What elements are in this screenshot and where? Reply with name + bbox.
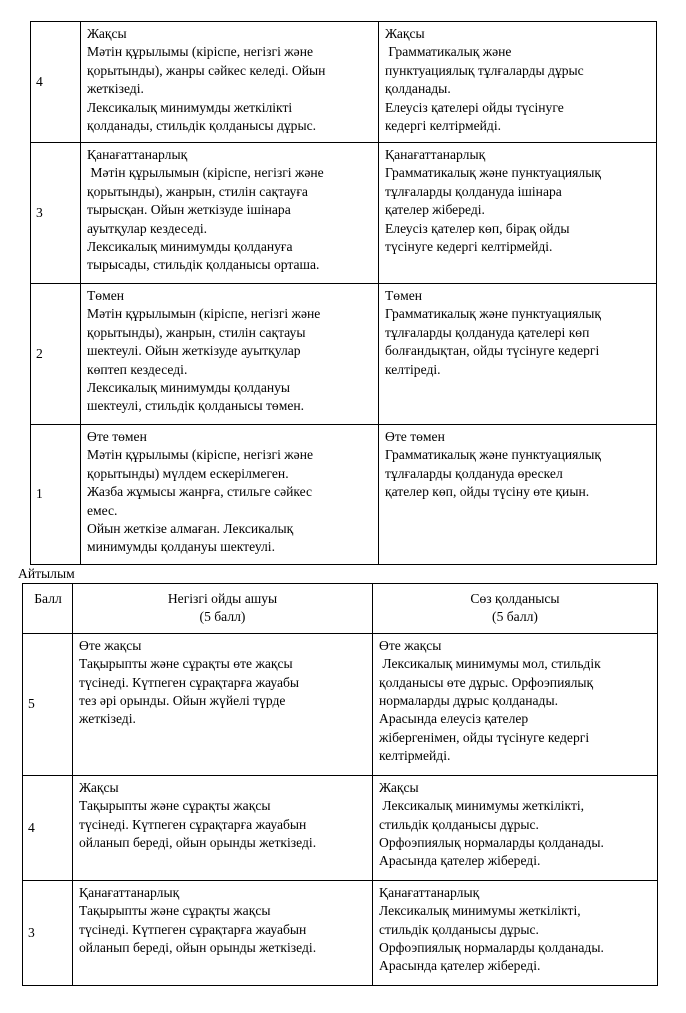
criterion-line: пунктуациялық тұлғаларды дұрыс (385, 62, 584, 78)
criterion-cell (81, 143, 379, 284)
criterion-line: нормаларды дұрыс қолданады. (379, 693, 558, 709)
criterion-line: Елеусіз қателері ойды түсінуге (385, 99, 564, 115)
criterion-line: қорытынды), жанры сәйкес келеді. Ойын (87, 62, 326, 78)
criterion-level: Қанағаттанарлық (379, 884, 480, 900)
criterion-line: Арасында қателер жібереді. (379, 853, 541, 869)
criterion-line: түсінеді. Күтпеген сұрақтарға жауабын (79, 921, 307, 937)
criterion-line: тырысады, стильдік қолданысы орташа. (87, 257, 320, 273)
criterion-line: Лексикалық минимумы мол, стильдік (379, 656, 601, 672)
criterion-line: стильдік қолданысы дұрыс. (379, 816, 539, 832)
criterion-line: қолданады, стильдік қолданысы дұрыс. (87, 118, 317, 134)
criterion-line: қолданады. (385, 81, 451, 97)
criterion-line: шектеулі. Ойын жеткізуде ауытқулар (87, 343, 301, 359)
criterion-line: қателер көп, ойды түсіну өте қиын. (385, 484, 590, 500)
criterion-line: Орфоэпиялық нормаларды қолданады. (379, 835, 604, 851)
criterion-cell (379, 22, 657, 143)
criterion-cell (73, 775, 373, 880)
criterion-level: Жақсы (379, 779, 419, 795)
column-header-word-usage (373, 584, 658, 634)
criterion-line: жеткізеді. (87, 81, 144, 97)
criterion-level: Қанағаттанарлық (385, 147, 486, 162)
criterion-cell (379, 425, 657, 565)
criterion-level: Өте жақсы (79, 637, 142, 653)
criterion-line: қорытынды), жанрын, стилін сақтауы (87, 324, 306, 340)
criterion-cell (373, 775, 658, 880)
criterion-line: ойланып береді, ойын орынды жеткізеді. (79, 940, 317, 956)
criterion-line: Тақырыпты және сұрақты өте жақсы (79, 656, 293, 672)
criterion-cell (379, 143, 657, 284)
criterion-line: ауытқулар кездеседі. (87, 220, 208, 236)
criterion-line: Грамматикалық және (385, 44, 512, 60)
criterion-cell (379, 284, 657, 425)
criterion-line: тұлғаларды қолдануда өрескел (385, 465, 563, 481)
criterion-line: қателер жібереді. (385, 202, 485, 218)
score-cell: 5 (23, 633, 73, 775)
criterion-line: минимумды қолдануы шектеулі. (87, 539, 275, 555)
criterion-line: қолданысы өте дұрыс. Орфоэпиялық (379, 674, 594, 690)
table-row (31, 143, 657, 284)
criterion-line: Елеусіз қателер көп, бірақ ойды (385, 220, 570, 236)
score-cell: 1 (31, 425, 81, 565)
criterion-cell (373, 633, 658, 775)
criterion-cell (73, 633, 373, 775)
criterion-line: Мәтін құрылымы (кіріспе, негізгі және (87, 44, 314, 60)
criterion-line: тырысқан. Ойын жеткізуде ішінара (87, 202, 291, 218)
table-row (23, 633, 658, 775)
criterion-line: түсінеді. Күтпеген сұрақтарға жауабын (79, 816, 307, 832)
criterion-line: тұлғаларды қолдануда қателері көп (385, 324, 590, 340)
criterion-line: Грамматикалық және пунктуациялық (385, 306, 601, 322)
criterion-line: Лексикалық минимумды жеткілікті (87, 99, 293, 115)
criterion-level: Төмен (87, 288, 125, 303)
criterion-line: түсінеді. Күтпеген сұрақтарға жауабы (79, 674, 300, 690)
criterion-line: келтіреді. (385, 361, 441, 377)
criterion-line: Мәтін құрылымын (кіріспе, негізгі және (87, 306, 321, 322)
criterion-line: түсінуге кедергі келтірмейді. (385, 239, 553, 255)
section-title-speaking: Айтылым (18, 566, 75, 581)
score-cell: 2 (31, 284, 81, 425)
column-header-line: (5 балл) (199, 609, 246, 625)
table-row (23, 775, 658, 880)
criterion-level: Қанағаттанарлық (79, 884, 180, 900)
criterion-line: Лексикалық минимумды қолдануы (87, 380, 291, 396)
criterion-line: тез әрі орынды. Ойын жүйелі түрде (79, 693, 286, 709)
column-header-main-idea (73, 584, 373, 634)
criterion-line: көптеп кездеседі. (87, 361, 188, 377)
criterion-level: Өте төмен (385, 429, 445, 444)
writing-criteria-table (30, 21, 657, 565)
speaking-criteria-table (22, 583, 658, 986)
criterion-level: Қанағаттанарлық (87, 147, 188, 162)
column-header-line: Сөз қолданысы (470, 591, 560, 606)
criterion-line: Лексикалық минимумы жеткілікті, (379, 903, 581, 919)
criterion-line: ойланып береді, ойын орынды жеткізеді. (79, 835, 317, 851)
criterion-level: Өте жақсы (379, 637, 442, 653)
table-row (31, 22, 657, 143)
criterion-line: Арасында елеусіз қателер (379, 711, 529, 727)
criterion-cell (73, 880, 373, 985)
criterion-line: жібергенімен, ойды түсінуге кедергі (379, 729, 590, 745)
criterion-level: Төмен (385, 288, 423, 303)
criterion-cell (373, 880, 658, 985)
score-cell: 3 (31, 143, 81, 284)
criterion-line: тұлғаларды қолдануда ішінара (385, 183, 562, 199)
criterion-level: Жақсы (79, 779, 119, 795)
score-cell: 4 (23, 775, 73, 880)
criterion-line: келтірмейді. (379, 748, 451, 764)
criterion-level: Жақсы (87, 26, 127, 41)
criterion-line: стильдік қолданысы дұрыс. (379, 921, 539, 937)
criterion-line: Мәтін құрылымын (кіріспе, негізгі және (87, 165, 324, 181)
header-row (23, 584, 658, 634)
criterion-cell (81, 22, 379, 143)
table-row (31, 284, 657, 425)
criterion-line: емес. (87, 502, 118, 518)
criterion-line: болғандықтан, ойды түсінуге кедергі (385, 343, 600, 359)
criterion-cell (81, 284, 379, 425)
criterion-line: Тақырыпты және сұрақты жақсы (79, 903, 271, 919)
criterion-line: Ойын жеткізе алмаған. Лексикалық (87, 521, 294, 537)
criterion-line: кедергі келтірмейді. (385, 118, 502, 134)
criterion-line: Мәтін құрылымы (кіріспе, негізгі және (87, 447, 314, 463)
criterion-line: Лексикалық минимумды қолдануға (87, 239, 293, 255)
criterion-line: Грамматикалық және пунктуациялық (385, 447, 601, 463)
criterion-line: Лексикалық минимумы жеткілікті, (379, 798, 585, 814)
table-row (31, 425, 657, 565)
criterion-line: шектеулі, стильдік қолданысы төмен. (87, 398, 305, 414)
criterion-line: қорытынды), жанрын, стилін сақтауға (87, 183, 308, 199)
score-cell: 4 (31, 22, 81, 143)
criterion-line: жеткізеді. (79, 711, 136, 727)
column-header-line: (5 балл) (492, 609, 538, 625)
column-header-line: Негізгі ойды ашуы (167, 591, 278, 606)
criterion-level: Өте төмен (87, 429, 147, 444)
criterion-cell (81, 425, 379, 565)
criterion-line: Жазба жұмысы жанрға, стильге сәйкес (87, 484, 313, 500)
criterion-line: Орфоэпиялық нормаларды қолданады. (379, 940, 604, 956)
criterion-line: қорытынды) мүлдем ескерілмеген. (87, 465, 289, 481)
table-row (23, 880, 658, 985)
criterion-level: Жақсы (385, 26, 425, 41)
column-header-score: Балл (23, 584, 73, 634)
criterion-line: Тақырыпты және сұрақты жақсы (79, 798, 271, 814)
criterion-line: Арасында қателер жібереді. (379, 958, 541, 974)
criterion-line: Грамматикалық және пунктуациялық (385, 165, 601, 181)
score-cell: 3 (23, 880, 73, 985)
